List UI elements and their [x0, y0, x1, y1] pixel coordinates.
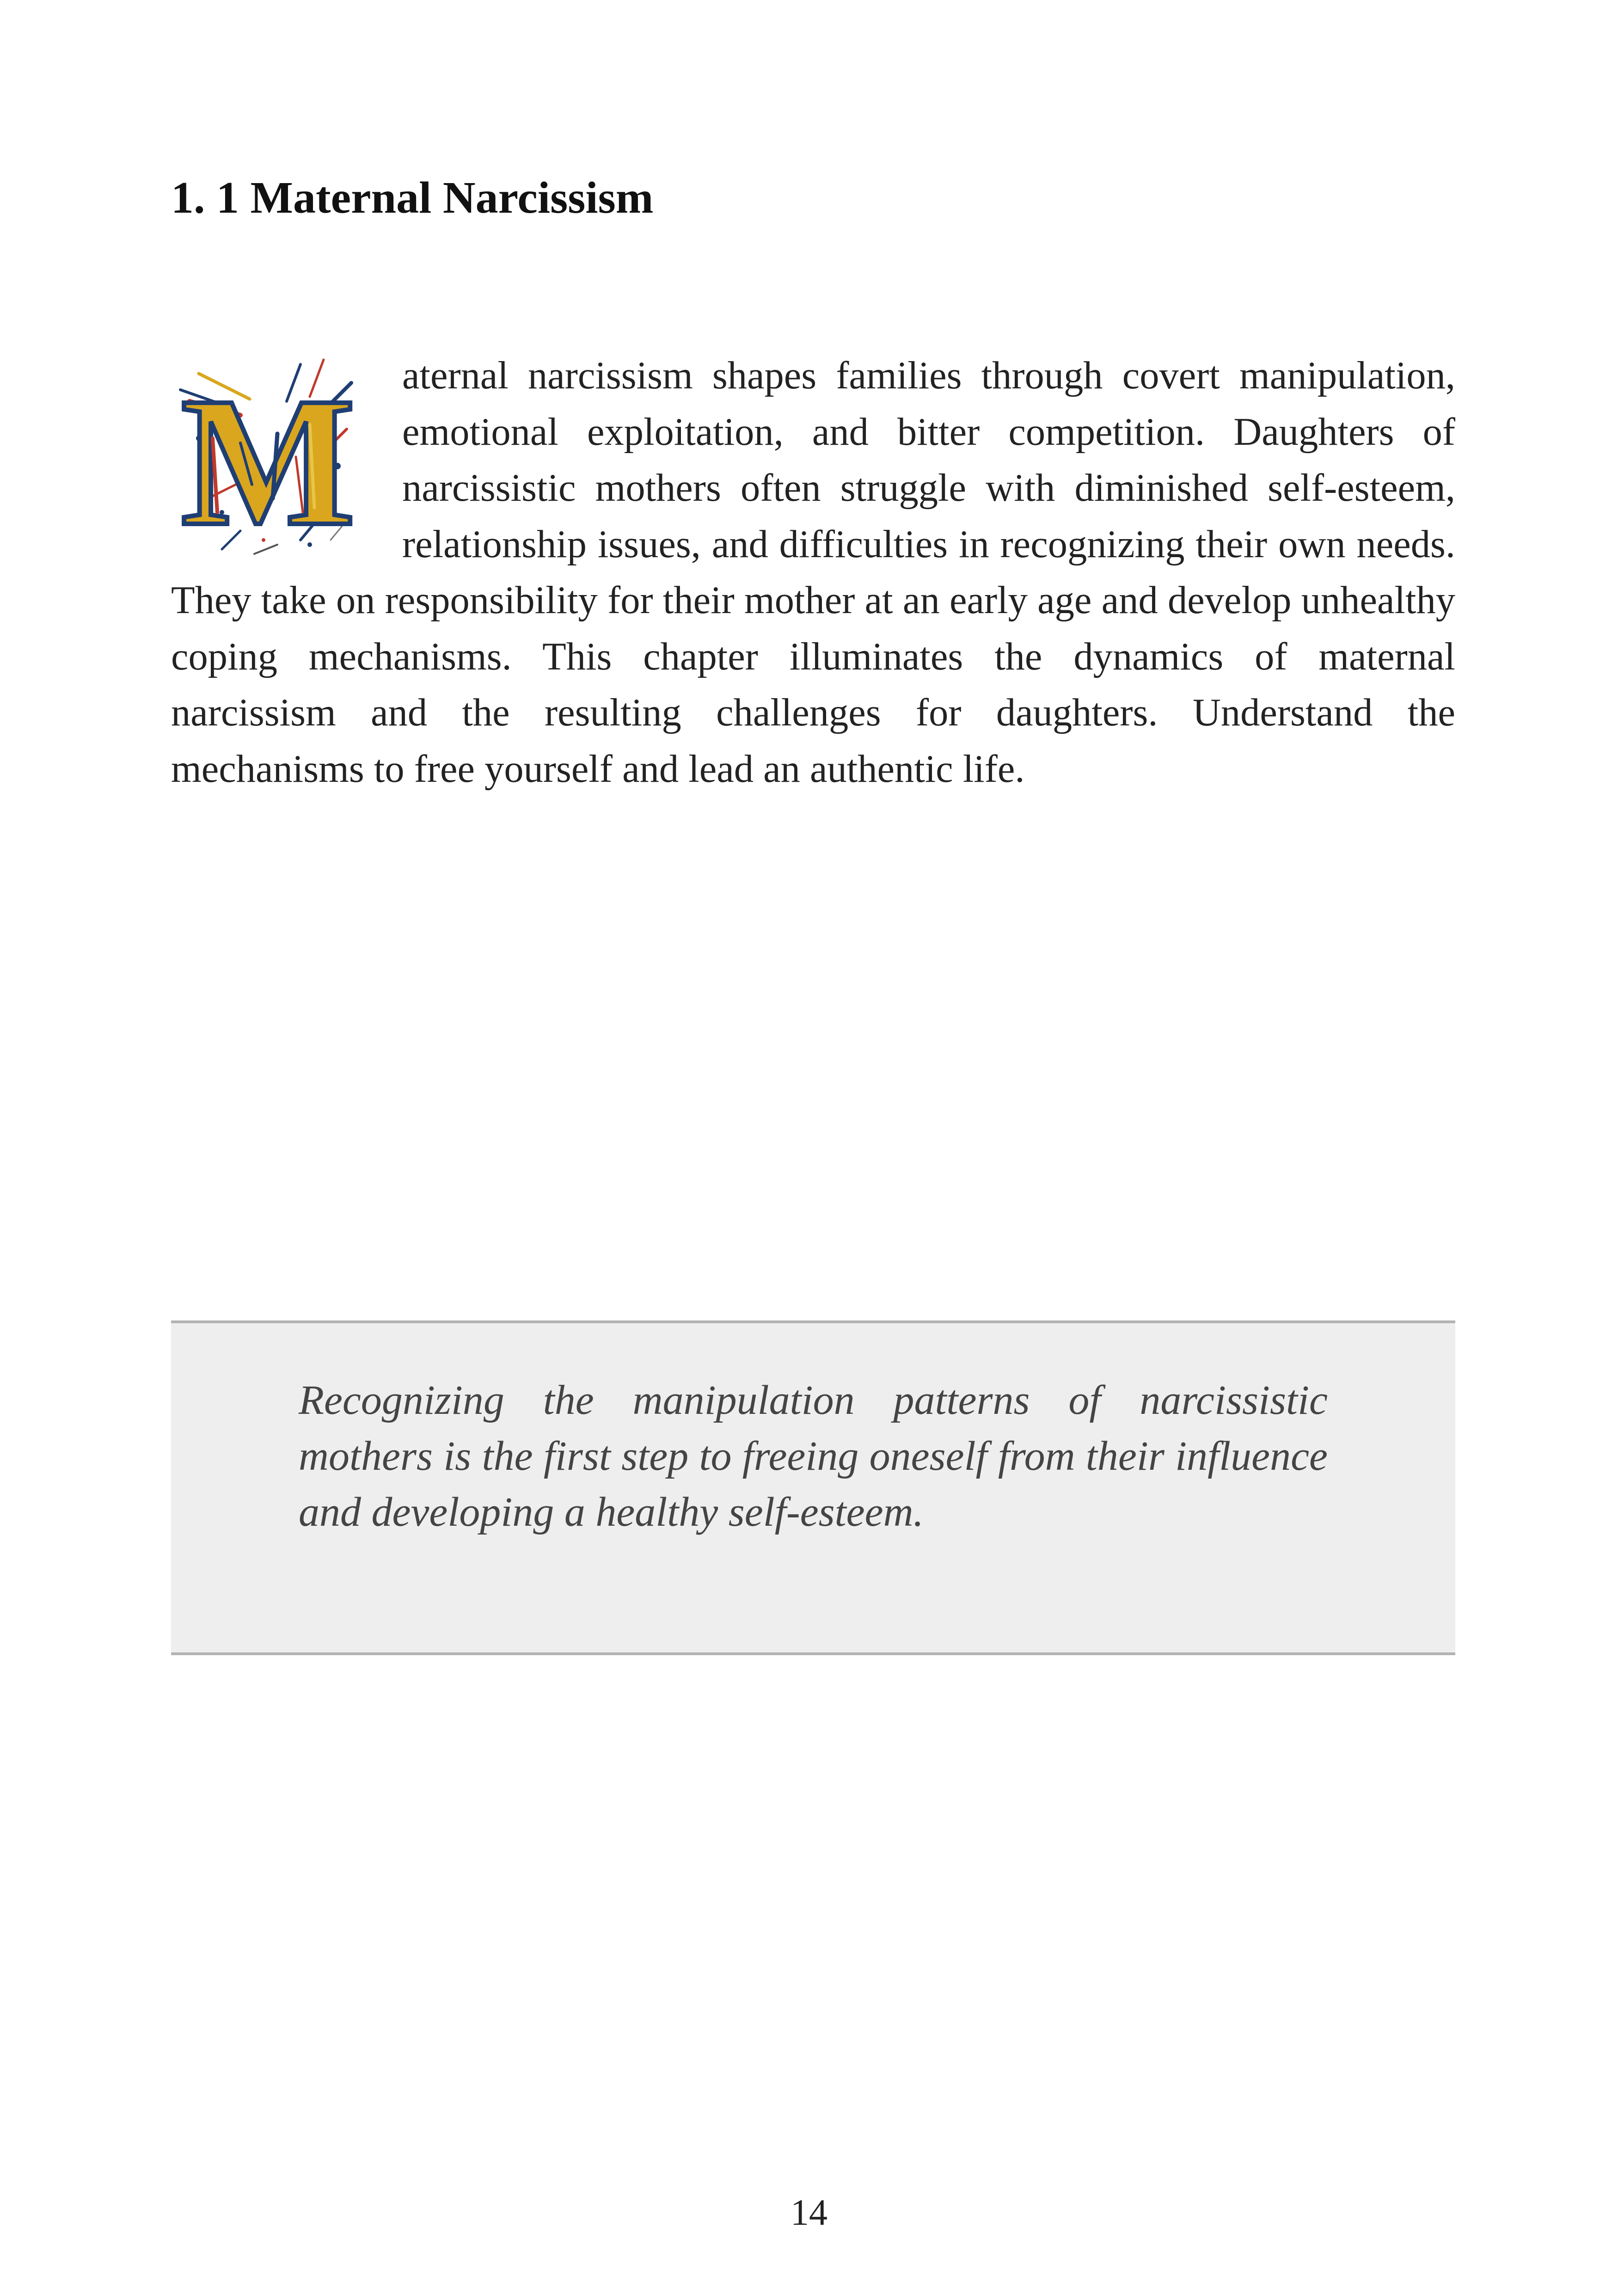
callout-quote: Recognizing the manipulation patterns of narcissistic mothers is the first step to freeing oneself from their influence and developing a healthy self-esteem. — [299, 1377, 1328, 1535]
intro-text: aternal narcissism shapes families through covert manipulation, emotional exploitation, and bitter competition. Daughters of narcissistic mothers often struggle with diminished self-esteem, relationship issues, and difficulties in recognizing their own needs. They take on responsibility for their mother at an early age and develop unhealthy coping mechanisms. This chapter illuminates the dynamics of maternal narcissism and the resulting challenges for daughters. Understand the mechanisms to free yourself and lead an authentic life. — [171, 354, 1455, 791]
svg-text:M: M — [181, 359, 355, 559]
drop-cap-m-image — [171, 346, 365, 559]
intro-paragraph — [171, 348, 1455, 797]
page-number: 14 — [791, 2192, 827, 2233]
section-heading: 1. 1 Maternal Narcissism — [171, 173, 654, 223]
callout-box — [171, 1320, 1455, 1655]
